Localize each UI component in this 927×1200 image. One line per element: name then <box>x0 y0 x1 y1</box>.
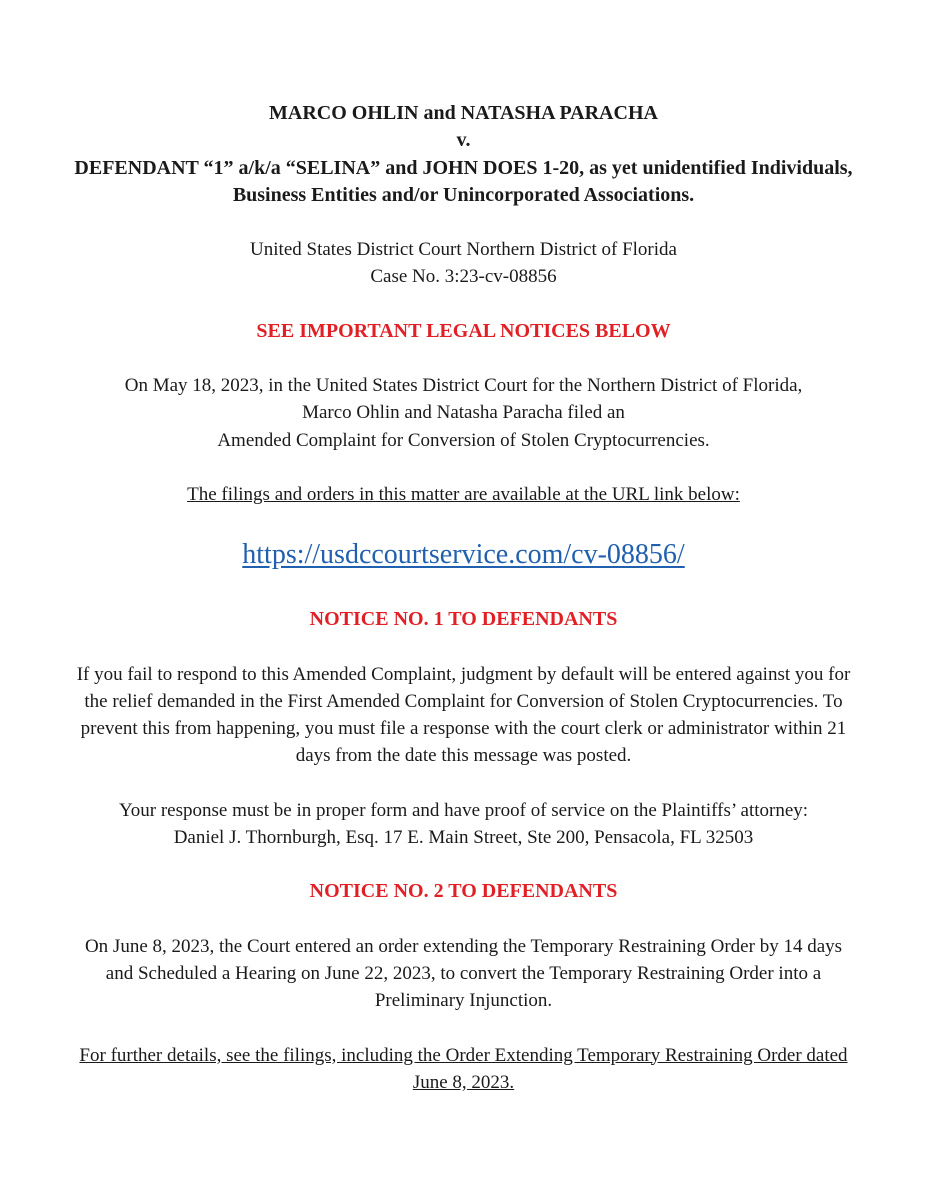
notice-2-body <box>24 933 904 1015</box>
response-line1: Your response must be in proper form and have proof of service on the Plaintiffs’ attorney: <box>118 799 809 821</box>
filing-paragraph <box>24 372 904 454</box>
case-caption <box>24 100 904 209</box>
notice-2-heading: NOTICE NO. 2 TO DEFENDANTS <box>309 880 618 903</box>
caption-defendants-line2: Business Entities and/or Unincorporated Associations. <box>232 183 695 206</box>
notice-2-body-line: Preliminary Injunction. <box>374 990 553 1012</box>
notice-1-heading: NOTICE NO. 1 TO DEFENDANTS <box>309 608 618 631</box>
link-intro-text: The filings and orders in this matter are available at the URL link below: <box>187 483 740 505</box>
court-filings-link[interactable]: https://usdccourtservice.com/cv-08856/ <box>242 539 685 571</box>
legal-notice-document <box>24 0 904 1096</box>
footer-note <box>24 1042 904 1097</box>
notice-1-body-line: If you fail to respond to this Amended Complaint, judgment by default will be entered against you for <box>76 663 851 685</box>
case-number: Case No. 3:23-cv-08856 <box>370 266 557 288</box>
court-name: United States District Court Northern District of Florida <box>250 239 677 261</box>
filing-line1: On May 18, 2023, in the United States District Court for the Northern District of Florida, <box>124 375 803 397</box>
notice-1-heading-block <box>24 606 904 633</box>
court-link-line <box>24 535 904 579</box>
notice-1-body-line: days from the date this message was posted. <box>295 745 632 767</box>
link-intro <box>24 481 904 508</box>
notice-2-heading-block <box>24 878 904 905</box>
legal-notices-banner <box>24 318 904 345</box>
caption-versus: v. <box>456 129 471 152</box>
footer-line2: June 8, 2023. <box>412 1071 515 1093</box>
attorney-address: Daniel J. Thornburgh, Esq. 17 E. Main Street, Ste 200, Pensacola, FL 32503 <box>173 827 754 849</box>
filing-line2: Marco Ohlin and Natasha Paracha filed an <box>302 402 625 424</box>
notice-2-body-line: On June 8, 2023, the Court entered an order extending the Temporary Restraining Order by 14 days <box>84 935 843 957</box>
court-link-block <box>24 535 904 579</box>
notice-1-body <box>24 661 904 770</box>
filing-line3: Amended Complaint for Conversion of Stolen Cryptocurrencies. <box>217 429 710 451</box>
notice-1-body-line: prevent this from happening, you must file a response with the court clerk or administrator within 21 <box>80 718 847 740</box>
footer-line1: For further details, see the filings, including the Order Extending Temporary Restraining Order dated <box>79 1044 848 1066</box>
court-info <box>24 236 904 291</box>
notice-1-body-line: the relief demanded in the First Amended Complaint for Conversion of Stolen Cryptocurrencies. To <box>84 690 843 712</box>
caption-plaintiffs: MARCO OHLIN and NATASHA PARACHA <box>269 102 658 124</box>
response-instructions <box>24 797 904 852</box>
caption-defendants-line1: DEFENDANT “1” a/k/a “SELINA” and JOHN DOES 1-20, as yet unidentified Individuals, <box>74 156 853 179</box>
notice-2-body-line: and Scheduled a Hearing on June 22, 2023, to convert the Temporary Restraining Order into a <box>105 962 822 984</box>
banner-text: SEE IMPORTANT LEGAL NOTICES BELOW <box>256 319 671 342</box>
